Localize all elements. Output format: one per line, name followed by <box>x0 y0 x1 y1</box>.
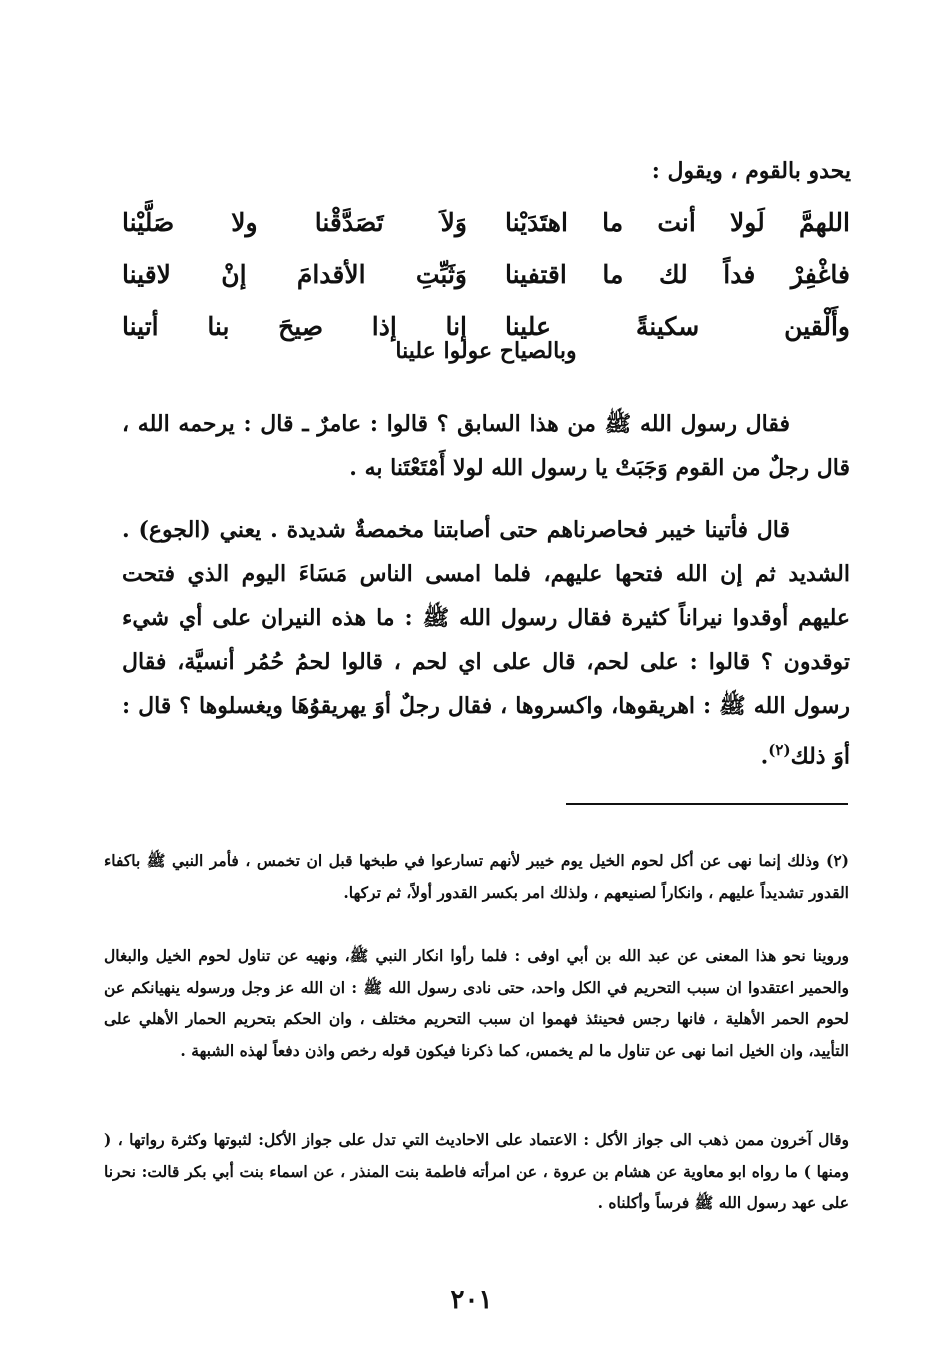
verse-row <box>122 196 850 248</box>
verse-hemistich-second: إنا إذا صِيحَ بنا أتينا <box>122 311 467 341</box>
footnote-2: وروينا نحو هذا المعنى عن عبد الله بن أبي اوفى : فلما رأوا انكار النبي ﷺ، ونهيه عن تناول لحوم الخيل والبغال والحمير اعتقدوا ان سبب التحريم في الكل واحد، حتى نادى رسول الله ﷺ : ان الله عز وجل ورسوله ينهيانكم عن لحوم الحمر الأهلية ، فانها رجس فحينئذ فهموا ان سبب التحريم مختلف ، وان الحكم بتحريم الحمار الأهلي على التأييد، وان الخيل انما نهى عن تناول ما لم يخمس، كما ذكرنا فيكون قوله رخص واذن دفعاً لهذه الشبهة . <box>104 946 849 1060</box>
footnote-3: وقال آخرون ممن ذهب الى جواز الأكل : الاعتماد على الاحاديث التي تدل على جواز الأكل: لثبوتها وكثرة رواتها ، ( ومنها ) ما رواه ابو معاوية عن هشام بن عروة ، عن امرأته فاطمة بنت المنذر ، عن اسماء بنت أبي بكر قالت: نحرنا على عهد رسول الله ﷺ فرساً وأكلناه . <box>104 1130 849 1212</box>
verse-hemistich-second: وَثَبِّتِ الأقدامَ إنْ لاقينا <box>122 259 467 289</box>
paragraph-2 <box>122 508 850 778</box>
paragraph-2-text: قال فأتينا خيبر فحاصرناهم حتى أصابتنا مخمصةٌ شديدة . يعني (الجوع) . الشديد ثم إن الله فتحها عليهم، فلما امسى الناس مَسَاءَ اليوم الذي فتحت عليهم أوقدوا نيراناً كثيرة فقال رسول الله ﷺ : ما هذه النيران على أي شيء توقدون ؟ قالوا : على لحم، قال على اي لحم ، قالوا لحمُ حُمُر أنسيَّة، فقال رسول الله ﷺ : اهريقوها، واكسروها ، فقال رجلٌ أوَ يهريقوُهَا ويغسلوها ؟ قال : أوَ ذلك <box>122 517 850 770</box>
verse-hemistich-first: وأَلْقين سكينةً علينا <box>505 311 850 341</box>
paragraph-2-end: . <box>760 743 769 770</box>
closing-line: وبالصياح عولوا علينا <box>395 338 577 364</box>
intro-line: يحدو بالقوم ، ويقول : <box>651 158 851 184</box>
verse-hemistich-first: فاغْفِرْ فداً لك ما اقتفينا <box>505 259 850 289</box>
paragraph-1: فقال رسول الله ﷺ من هذا السابق ؟ قالوا : عامرٌ ـ قال : يرحمه الله ، قال رجلٌ من القوم وَجَبَتْ يا رسول الله لولا أَمْتَعْتَنا به . <box>122 411 850 481</box>
verse-row <box>122 248 850 300</box>
verse-hemistich-second: وَلاَ تَصَدَّقْنا ولا صَلَّيْنا <box>122 207 467 237</box>
footnote-reference: (٢) <box>768 741 791 759</box>
verse-hemistich-first: اللهمَّ لَولا أنت ما اهتَدَيْنا <box>505 207 850 237</box>
poem-verses <box>122 196 850 352</box>
page-number: ٢٠١ <box>450 1285 493 1315</box>
footnote-separator <box>566 803 848 805</box>
footnote-1: (٢) وذلك إنما نهى عن أكل لحوم الخيل يوم خيبر لأنهم تسارعوا في طبخها قبل ان تخمس ، فأمر النبي ﷺ باكفاء القدور تشديداً عليهم ، وانكاراً لصنيعهم ، ولذلك امر بكسر القدور أولاً، ثم تركها. <box>104 851 849 902</box>
